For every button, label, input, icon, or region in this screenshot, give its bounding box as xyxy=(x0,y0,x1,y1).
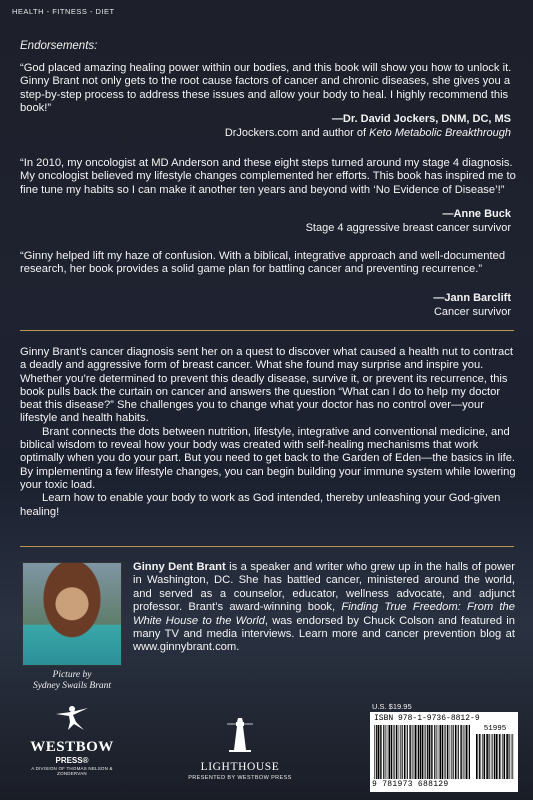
barcode-bar xyxy=(434,725,435,779)
barcode-bar xyxy=(418,725,420,779)
barcode-bar xyxy=(380,725,381,779)
barcode-bar xyxy=(464,725,465,779)
barcode-bar xyxy=(374,725,375,779)
author-bio: Ginny Dent Brant is a speaker and writer who grew up in the halls of power in Washington, DC. She has battled cancer, ministered around the world, and served as a counselor, educator, wellness advocate, and adjunct professor. Brant’s award-winning book, Finding True Freedom: From the White House to the World, was endorsed by Chuck Colson and featured in many TV and media interviews. Learn more and cancer prevention blog at www.ginnybrant.com. xyxy=(133,561,516,654)
barcode-bar xyxy=(415,725,417,779)
endorsements-heading: Endorsements: xyxy=(20,40,98,52)
barcode-bar xyxy=(486,734,488,779)
barcode-bar xyxy=(413,725,414,779)
barcode-bar xyxy=(469,725,470,779)
barcode-bar xyxy=(501,734,502,779)
endorser-name: —Dr. David Jockers, DNM, DC, MS xyxy=(331,113,511,125)
barcode-bar xyxy=(489,734,490,779)
barcode-bar xyxy=(385,725,386,779)
barcode-bar xyxy=(376,725,377,779)
barcode-bar xyxy=(396,725,398,779)
isbn-barcode xyxy=(370,712,518,792)
barcode-bar xyxy=(410,725,411,779)
author-photo xyxy=(22,562,122,666)
barcode-bar xyxy=(440,725,442,779)
barcode-bar xyxy=(504,734,506,779)
endorsement-quote: “God placed amazing healing power within our bodies, and this book will show you how to unlock it. Ginny Brant not only gets to the root cause factors of cancer and chronic diseases, she gives you a step-by-step process to address these issues and allow your body to heal. I highly recommend this book!” xyxy=(20,62,512,115)
barcode-bar xyxy=(465,725,466,779)
barcode-bar xyxy=(481,734,482,779)
endorser-name: —Jann Barclift xyxy=(433,292,511,304)
publisher-tagline: A DIVISION OF THOMAS NELSON & ZONDERVAN xyxy=(31,766,113,776)
endorsement-attribution xyxy=(306,208,511,235)
barcode-bar xyxy=(427,725,428,779)
barcode-bar xyxy=(450,725,451,779)
divider xyxy=(20,546,514,547)
barcode-bar xyxy=(432,725,433,779)
barcode-bar xyxy=(387,725,388,779)
barcode-bar xyxy=(445,725,446,779)
barcode-bar xyxy=(455,725,457,779)
publisher-suffix: PRESS® xyxy=(55,756,89,765)
barcode-bar xyxy=(442,725,444,779)
lighthouse-logo xyxy=(165,716,315,781)
barcode-bar xyxy=(506,734,508,779)
barcode-bar xyxy=(420,725,421,779)
barcode-bar xyxy=(492,734,493,779)
barcode-bar xyxy=(425,725,426,779)
barcode-bar xyxy=(391,725,393,779)
westbow-logo xyxy=(20,702,124,776)
addon-number: 51995 xyxy=(483,725,507,733)
barcode-bar xyxy=(451,725,452,779)
barcode-bar xyxy=(496,734,498,779)
price-label: U.S. $19.95 xyxy=(372,702,412,711)
barcode-bar xyxy=(378,725,380,779)
endorsement-quote: “In 2010, my oncologist at MD Anderson and these eight steps turned around my stage 4 diagnosis. My oncologist believed my lifestyle changes complemented her efforts. This book has inspired me to fine tune my habits so I can make it another ten years and beyond with ‘No Evidence of Disease’!” xyxy=(20,157,516,196)
divider xyxy=(20,330,514,331)
barcode-addon-icon xyxy=(476,725,514,779)
barcode-bar xyxy=(499,734,500,779)
isbn-text: ISBN 978-1-9736-8812-9 xyxy=(374,714,480,723)
book-title: Finding True Freedom: From the White House to the World xyxy=(133,601,515,627)
barcode-bar xyxy=(424,725,425,779)
barcode-bar xyxy=(383,725,384,779)
lighthouse-icon xyxy=(225,716,255,754)
author-name: Ginny Dent Brant xyxy=(133,561,226,573)
barcode-bar xyxy=(479,734,480,779)
endorsement-attribution xyxy=(433,292,511,319)
barcode-bar xyxy=(394,725,395,779)
imprint-name: LIGHTHOUSE xyxy=(200,761,280,773)
barcode-bar xyxy=(476,734,478,779)
endorsement-quote: “Ginny helped lift my haze of confusion. With a biblical, integrative approach and well-documented research, her book provides a solid game plan for battling cancer and preventing recurrence.” xyxy=(20,250,506,276)
barcode-bar xyxy=(414,725,415,779)
barcode-bar xyxy=(381,725,382,779)
barcode-bar xyxy=(400,725,401,779)
barcode-bar xyxy=(453,725,454,779)
description-paragraph: Brant connects the dots between nutrition, lifestyle, integrative and conventional medicine, and biblical wisdom to reveal how your body was created with self-healing mechanisms that work optimally when you do your part. But you need to get back to the Garden of Eden—the basics in life. By implementing a few lifestyle changes, you can begin building your immune system while lowering your toxic load. xyxy=(20,425,516,491)
barcode-bar xyxy=(407,725,408,779)
ean-number: 9 781973 688129 xyxy=(372,780,449,789)
barcode-bar xyxy=(482,734,483,779)
endorser-detail: DrJockers.com and author of Keto Metabolic Breakthrough xyxy=(224,126,511,139)
category-label: HEALTH - FITNESS - DIET xyxy=(12,7,115,16)
photo-credit: Picture by Sydney Swails Brant xyxy=(32,670,112,691)
barcode-bar xyxy=(389,725,391,779)
book-description xyxy=(20,346,516,519)
endorser-detail: Cancer survivor xyxy=(433,305,511,318)
barcode-bar xyxy=(484,734,486,779)
barcode-bar xyxy=(404,725,406,779)
endorser-name: —Anne Buck xyxy=(442,208,511,220)
barcode-bar xyxy=(494,734,496,779)
barcode-bar xyxy=(399,725,400,779)
dancer-figure-icon xyxy=(52,702,92,732)
barcode-bar xyxy=(409,725,410,779)
barcode-bar xyxy=(458,725,459,779)
imprint-tagline: PRESENTED BY WESTBOW PRESS xyxy=(188,775,292,781)
barcode-bar xyxy=(438,725,439,779)
barcode-bar xyxy=(402,725,403,779)
barcode-bar xyxy=(447,725,449,779)
barcode-bar xyxy=(422,725,424,779)
barcode-bar xyxy=(431,725,432,779)
barcode-bar xyxy=(436,725,437,779)
endorser-detail: Stage 4 aggressive breast cancer survivor xyxy=(305,221,511,234)
description-paragraph: Learn how to enable your body to work as God intended, thereby unleashing your God-given healing! xyxy=(20,492,501,518)
barcode-bar xyxy=(509,734,510,779)
publisher-name: WESTBOW xyxy=(30,739,114,755)
barcode-bar xyxy=(466,725,468,779)
barcode-bar xyxy=(461,725,462,779)
barcode-bar xyxy=(491,734,492,779)
barcode-bar xyxy=(511,734,512,779)
endorsement-attribution xyxy=(225,113,511,140)
barcode-icon xyxy=(374,725,470,779)
description-paragraph: Ginny Brant’s cancer diagnosis sent her on a quest to discover what caused a health nut to contract a deadly and aggressive form of breast cancer. What she found may surprise and inspire you. Whether you’re determined to prevent this deadly disease, survive it, or prevent its recurrence, this book pulls back the curtain on cancer and answers the question “What can I do to help my doctor beat this disease?” She challenges you to change what your doctor has no control over—your lifestyle and health habits. xyxy=(20,346,513,425)
barcode-bar xyxy=(512,734,513,779)
barcode-bar xyxy=(429,725,431,779)
barcode-bar xyxy=(460,725,461,779)
barcode-bar xyxy=(502,734,503,779)
